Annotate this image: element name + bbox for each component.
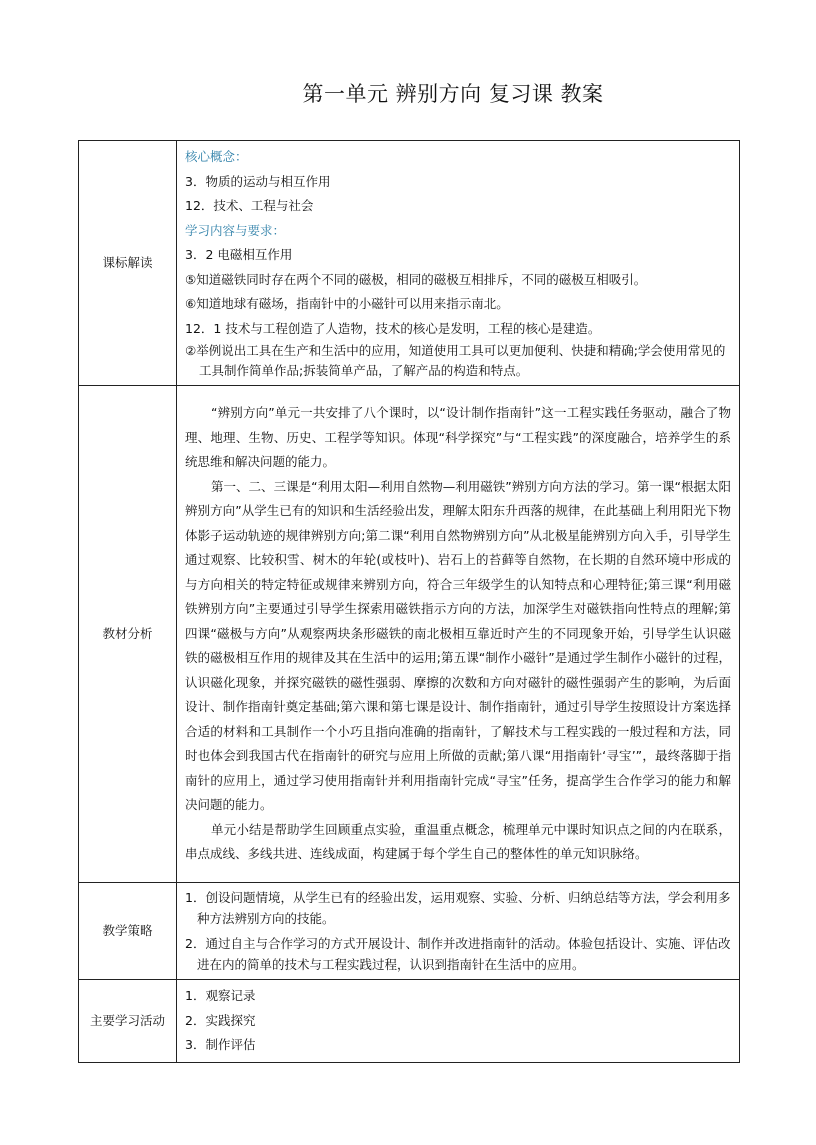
row-label-curriculum: 课标解读 <box>79 141 177 386</box>
core-concept-item: 3．物质的运动与相互作用 <box>185 173 331 189</box>
requirements-heading: 学习内容与要求： <box>185 222 286 238</box>
analysis-content <box>177 386 740 883</box>
row-label-analysis: 教材分析 <box>79 386 177 883</box>
activities-content <box>177 980 740 1063</box>
strategy-content <box>177 883 740 980</box>
requirement-item: ⑥知道地球有磁场，指南针中的小磁针可以用来指示南北。 <box>185 296 509 311</box>
requirement-item: 12．1 技术与工程创造了人造物，技术的核心是发明，工程的核心是建造。 <box>185 320 601 336</box>
table-row-strategy <box>79 883 740 980</box>
activity-item: 3．制作评估 <box>185 1037 256 1053</box>
strategy-item: 2．通过自主与合作学习的方式开展设计、制作并改进指南针的活动。体验包括设计、实施、评估改进在内的简单的技术与工程实践过程，认识到指南针在生活中的应用。 <box>185 936 731 972</box>
lesson-plan-table <box>78 140 740 1063</box>
requirement-item: 3．2 电磁相互作用 <box>185 247 293 262</box>
analysis-paragraph: 第一、二、三课是“利用太阳—利用自然物—利用磁铁”辨别方向方法的学习。第一课“根据太阳辨别方向”从学生已有的知识和生活经验出发，理解太阳东升西落的规律，在此基础上利用阳光下物体影子运动轨迹的规律辨别方向;第二课“利用自然物辨别方向”从北极星能辨别方向入手，引导学生通过观察、比较积雪、树木的年轮(或枝叶)、岩石上的苔藓等自然物，在长期的自然环境中形成的与方向相关的特定特征或规律来辨别方向，符合三年级学生的认知特点和心理特征;第三课“利用磁铁辨别方向”主要通过引导学生探索用磁铁指示方向的方法，加深学生对磁铁指向性特点的理解;第四课“磁极与方向”从观察两块条形磁铁的南北极相互靠近时产生的不同现象开始，引导学生认识磁铁的磁极相互作用的规律及其在生活中的运用;第五课“制作小磁针”是通过学生制作小磁针的过程，认识磁化现象，并探究磁铁的磁性强弱、摩擦的次数和方向对磁针的磁性强弱产生的影响，为后面设计、制作指南针奠定基础;第六课和第七课是设计、制作指南针，通过引导学生按照设计方案选择合适的材料和工具制作一个小巧且指向准确的指南针，了解技术与工程实践的一般过程和方法，同时也体会到我国古代在指南针的研究与应用上所做的贡献;第八课“用指南针‘寻宝’”，最终落脚于指南针的应用上，通过学习使用指南针并利用指南针完成“寻宝”任务，提高学生合作学习的能力和解决问题的能力。 <box>185 478 731 813</box>
activity-item: 1．观察记录 <box>185 988 256 1004</box>
curriculum-content <box>177 141 740 386</box>
requirement-item: ②举例说出工具在生产和生活中的应用，知道使用工具可以更加便利、快捷和精确;学会使用常见的工具制作简单作品;拆装简单产品，了解产品的构造和特点。 <box>185 343 726 378</box>
core-concept-item: 12．技术、工程与社会 <box>185 198 314 213</box>
analysis-paragraph: 单元小结是帮助学生回顾重点实验，重温重点概念，梳理单元中课时知识点之间的内在联系，串点成线、多线共进、连线成面，构建属于每个学生自己的整体性的单元知识脉络。 <box>185 821 731 862</box>
table-row-curriculum <box>79 141 740 386</box>
page-title: 第一单元 辨别方向 复习课 教案 <box>302 82 604 106</box>
activity-item: 2．实践探究 <box>185 1012 256 1028</box>
core-concept-heading: 核心概念： <box>185 149 248 164</box>
requirement-item: ⑤知道磁铁同时存在两个不同的磁极，相同的磁极互相排斥，不同的磁极互相吸引。 <box>185 271 647 287</box>
row-label-strategy: 教学策略 <box>79 883 177 980</box>
row-label-activities: 主要学习活动 <box>79 980 177 1063</box>
table-row-analysis <box>79 386 740 883</box>
table-row-activities <box>79 980 740 1063</box>
strategy-item: 1．创设问题情境，从学生已有的经验出发，运用观察、实验、分析、归纳总结等方法，学会利用多种方法辨别方向的技能。 <box>185 890 731 926</box>
analysis-paragraph: “辨别方向”单元一共安排了八个课时，以“设计制作指南针”这一工程实践任务驱动，融合了物理、地理、生物、历史、工程学等知识。体现“科学探究”与“工程实践”的深度融合，培养学生的系统思维和解决问题的能力。 <box>185 405 731 470</box>
